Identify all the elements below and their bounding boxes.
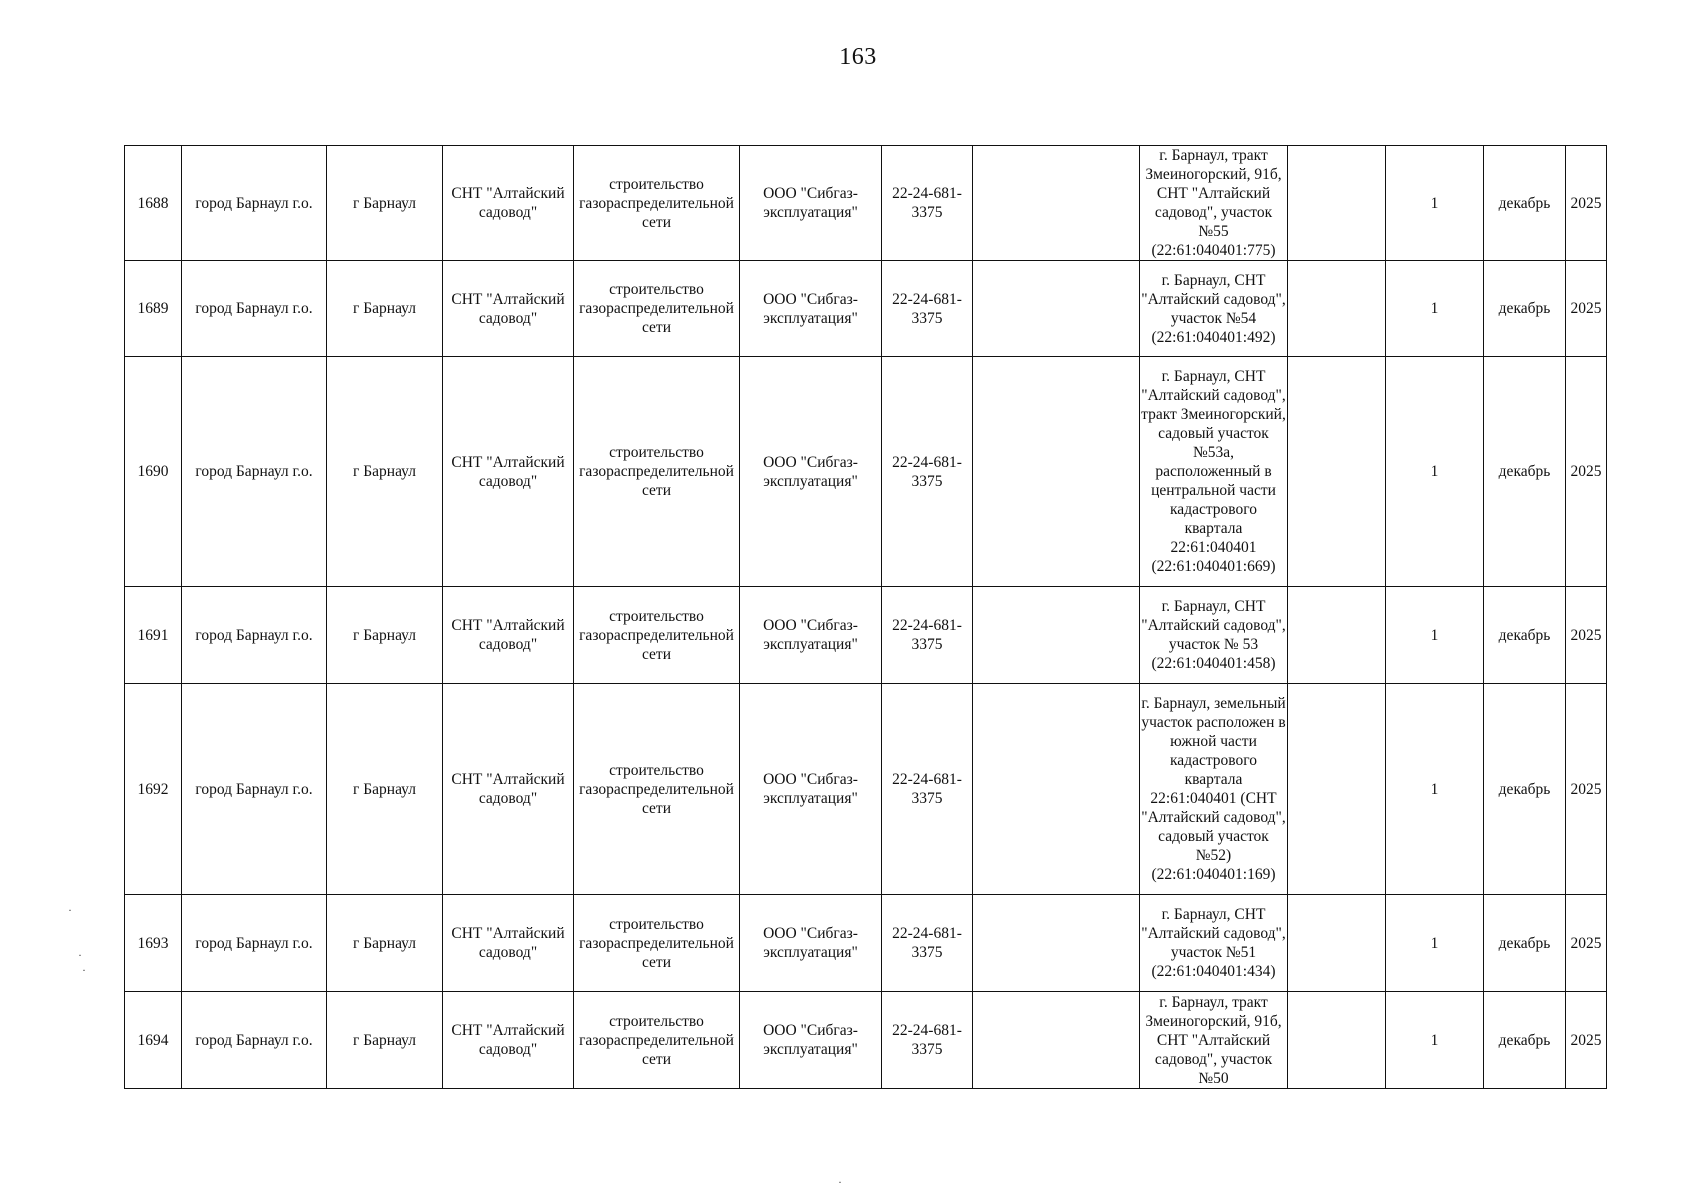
organization-cell: ООО "Сибгаз-эксплуатация" [740, 684, 882, 895]
locality-cell: г Барнаул [327, 992, 443, 1089]
address-cell: г. Барнаул, СНТ "Алтайский садовод", участок №54 (22:61:040401:492) [1140, 261, 1288, 357]
quantity-cell: 1 [1386, 261, 1484, 357]
empty-cell [973, 357, 1140, 587]
organization-cell: ООО "Сибгаз-эксплуатация" [740, 146, 882, 261]
locality-cell: г Барнаул [327, 587, 443, 684]
locality-cell: г Барнаул [327, 684, 443, 895]
code-cell: 22-24-681-3375 [882, 992, 973, 1089]
row-number-cell: 1690 [125, 357, 182, 587]
empty-cell [973, 261, 1140, 357]
registry-table [124, 145, 1607, 1089]
table-row [125, 895, 1607, 992]
month-cell: декабрь [1484, 895, 1566, 992]
settlement-cell: СНТ "Алтайский садовод" [443, 895, 574, 992]
code-cell: 22-24-681-3375 [882, 684, 973, 895]
work-type-cell: строительство газораспределительной сети [574, 357, 740, 587]
scan-speck: · [82, 963, 86, 977]
empty-cell [973, 684, 1140, 895]
month-cell: декабрь [1484, 261, 1566, 357]
scan-speck: · [68, 903, 72, 917]
row-number-cell: 1693 [125, 895, 182, 992]
month-cell: декабрь [1484, 684, 1566, 895]
organization-cell: ООО "Сибгаз-эксплуатация" [740, 261, 882, 357]
address-cell: г. Барнаул, СНТ "Алтайский садовод", участок №51 (22:61:040401:434) [1140, 895, 1288, 992]
locality-cell: г Барнаул [327, 261, 443, 357]
empty-cell [1288, 357, 1386, 587]
work-type-cell: строительство газораспределительной сети [574, 587, 740, 684]
year-cell: 2025 [1566, 587, 1607, 684]
district-cell: город Барнаул г.о. [182, 587, 327, 684]
row-number-cell: 1689 [125, 261, 182, 357]
settlement-cell: СНТ "Алтайский садовод" [443, 146, 574, 261]
work-type-cell: строительство газораспределительной сети [574, 146, 740, 261]
settlement-cell: СНТ "Алтайский садовод" [443, 992, 574, 1089]
scan-speck: · [78, 948, 82, 962]
month-cell: декабрь [1484, 587, 1566, 684]
quantity-cell: 1 [1386, 992, 1484, 1089]
row-number-cell: 1688 [125, 146, 182, 261]
quantity-cell: 1 [1386, 684, 1484, 895]
quantity-cell: 1 [1386, 146, 1484, 261]
address-cell: г. Барнаул, тракт Змеиногорский, 91б, СНТ "Алтайский садовод", участок №50 [1140, 992, 1288, 1089]
empty-cell [973, 146, 1140, 261]
organization-cell: ООО "Сибгаз-эксплуатация" [740, 895, 882, 992]
row-number-cell: 1694 [125, 992, 182, 1089]
locality-cell: г Барнаул [327, 895, 443, 992]
locality-cell: г Барнаул [327, 146, 443, 261]
address-cell: г. Барнаул, СНТ "Алтайский садовод", участок № 53 (22:61:040401:458) [1140, 587, 1288, 684]
empty-cell [973, 992, 1140, 1089]
district-cell: город Барнаул г.о. [182, 992, 327, 1089]
work-type-cell: строительство газораспределительной сети [574, 684, 740, 895]
empty-cell [1288, 261, 1386, 357]
table-row [125, 357, 1607, 587]
year-cell: 2025 [1566, 992, 1607, 1089]
work-type-cell: строительство газораспределительной сети [574, 261, 740, 357]
district-cell: город Барнаул г.о. [182, 146, 327, 261]
year-cell: 2025 [1566, 895, 1607, 992]
organization-cell: ООО "Сибгаз-эксплуатация" [740, 357, 882, 587]
code-cell: 22-24-681-3375 [882, 146, 973, 261]
settlement-cell: СНТ "Алтайский садовод" [443, 357, 574, 587]
table-row [125, 261, 1607, 357]
organization-cell: ООО "Сибгаз-эксплуатация" [740, 587, 882, 684]
work-type-cell: строительство газораспределительной сети [574, 895, 740, 992]
settlement-cell: СНТ "Алтайский садовод" [443, 261, 574, 357]
year-cell: 2025 [1566, 146, 1607, 261]
empty-cell [1288, 587, 1386, 684]
settlement-cell: СНТ "Алтайский садовод" [443, 684, 574, 895]
locality-cell: г Барнаул [327, 357, 443, 587]
district-cell: город Барнаул г.о. [182, 684, 327, 895]
organization-cell: ООО "Сибгаз-эксплуатация" [740, 992, 882, 1089]
table-row [125, 684, 1607, 895]
district-cell: город Барнаул г.о. [182, 261, 327, 357]
quantity-cell: 1 [1386, 895, 1484, 992]
district-cell: город Барнаул г.о. [182, 357, 327, 587]
table-row [125, 587, 1607, 684]
table-row [125, 146, 1607, 261]
code-cell: 22-24-681-3375 [882, 587, 973, 684]
month-cell: декабрь [1484, 992, 1566, 1089]
empty-cell [1288, 146, 1386, 261]
row-number-cell: 1691 [125, 587, 182, 684]
scan-speck: · [838, 1175, 842, 1189]
quantity-cell: 1 [1386, 587, 1484, 684]
year-cell: 2025 [1566, 261, 1607, 357]
empty-cell [1288, 684, 1386, 895]
code-cell: 22-24-681-3375 [882, 261, 973, 357]
month-cell: декабрь [1484, 146, 1566, 261]
row-number-cell: 1692 [125, 684, 182, 895]
empty-cell [1288, 992, 1386, 1089]
table-row [125, 992, 1607, 1089]
empty-cell [1288, 895, 1386, 992]
empty-cell [973, 587, 1140, 684]
address-cell: г. Барнаул, СНТ "Алтайский садовод", тракт Змеиногорский, садовый участок №53а, расположенный в центральной части кадастрового квартала 22:61:040401 (22:61:040401:669) [1140, 357, 1288, 587]
quantity-cell: 1 [1386, 357, 1484, 587]
page-number: 163 [839, 44, 877, 70]
settlement-cell: СНТ "Алтайский садовод" [443, 587, 574, 684]
code-cell: 22-24-681-3375 [882, 895, 973, 992]
address-cell: г. Барнаул, тракт Змеиногорский, 91б, СНТ "Алтайский садовод", участок №55 (22:61:040401:775) [1140, 146, 1288, 261]
year-cell: 2025 [1566, 684, 1607, 895]
district-cell: город Барнаул г.о. [182, 895, 327, 992]
address-cell: г. Барнаул, земельный участок расположен в южной части кадастрового квартала 22:61:040401 (СНТ "Алтайский садовод", садовый участок №52) (22:61:040401:169) [1140, 684, 1288, 895]
code-cell: 22-24-681-3375 [882, 357, 973, 587]
empty-cell [973, 895, 1140, 992]
work-type-cell: строительство газораспределительной сети [574, 992, 740, 1089]
year-cell: 2025 [1566, 357, 1607, 587]
month-cell: декабрь [1484, 357, 1566, 587]
